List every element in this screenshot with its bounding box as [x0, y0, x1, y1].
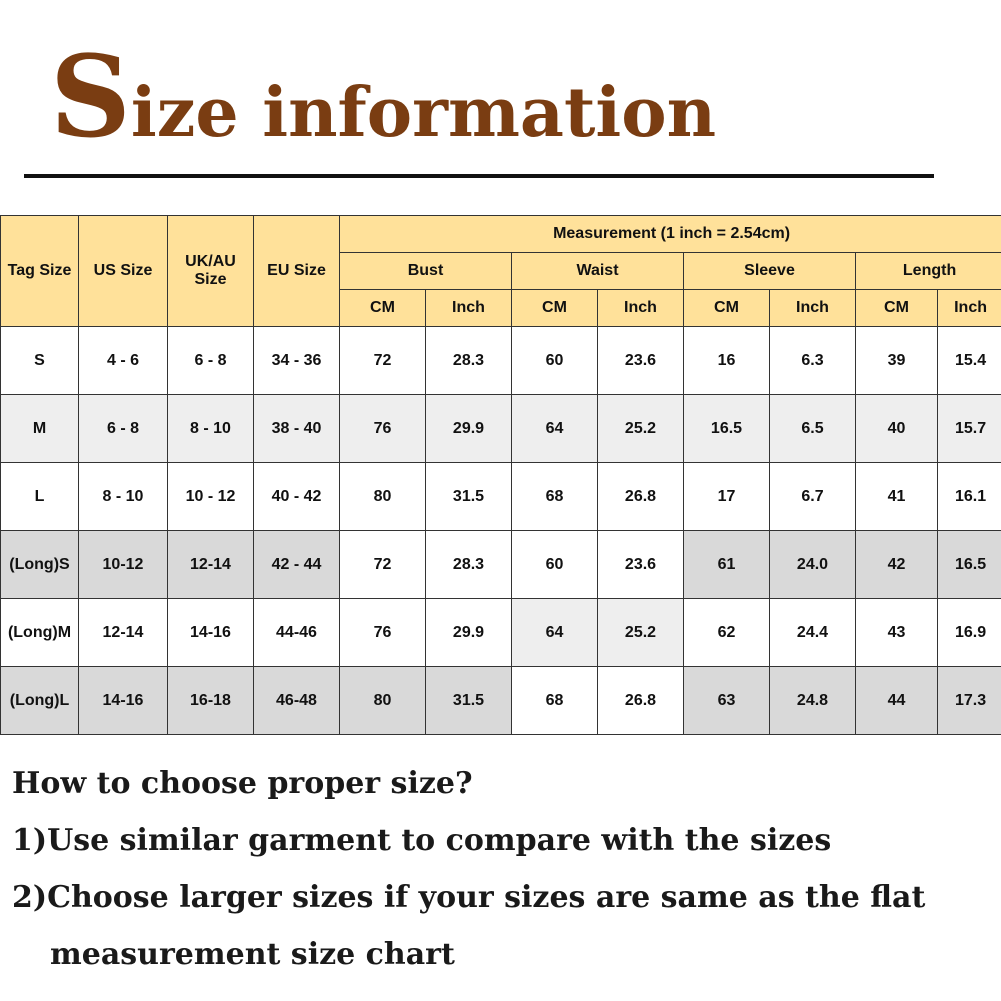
cell-uk-au-size: 10 - 12	[168, 463, 254, 531]
cell-sleeve-inch: 24.4	[770, 599, 856, 667]
cell-sleeve-inch: 24.8	[770, 667, 856, 735]
page-title	[50, 32, 717, 163]
cell-length-inch: 15.7	[938, 395, 1001, 463]
cell-waist-inch: 25.2	[598, 395, 684, 463]
title-underline	[24, 174, 934, 178]
cell-us-size: 4 - 6	[79, 327, 168, 395]
table-row-long-l	[1, 667, 1001, 735]
header-waist-inch: Inch	[598, 290, 684, 327]
table-row-s	[1, 327, 1001, 395]
cell-waist-cm: 68	[512, 463, 598, 531]
title-block	[24, 32, 934, 190]
header-waist: Waist	[512, 253, 684, 290]
header-sleeve-inch: Inch	[770, 290, 856, 327]
cell-length-inch: 16.9	[938, 599, 1001, 667]
howto-tip-2-line-2: measurement size chart	[50, 937, 455, 972]
cell-length-inch: 16.5	[938, 531, 1001, 599]
cell-us-size: 12-14	[79, 599, 168, 667]
cell-length-inch: 16.1	[938, 463, 1001, 531]
cell-length-inch: 15.4	[938, 327, 1001, 395]
cell-sleeve-cm: 62	[684, 599, 770, 667]
cell-eu-size: 40 - 42	[254, 463, 340, 531]
cell-sleeve-inch: 6.3	[770, 327, 856, 395]
cell-waist-inch: 25.2	[598, 599, 684, 667]
header-sleeve-cm: CM	[684, 290, 770, 327]
cell-sleeve-cm: 16	[684, 327, 770, 395]
cell-uk-au-size: 8 - 10	[168, 395, 254, 463]
table-row-long-m	[1, 599, 1001, 667]
header-us-size: US Size	[79, 216, 168, 327]
cell-sleeve-inch: 6.7	[770, 463, 856, 531]
cell-tag-size: (Long)M	[1, 599, 79, 667]
cell-uk-au-size: 14-16	[168, 599, 254, 667]
howto-tip-1: 1)Use similar garment to compare with the sizes	[12, 823, 832, 858]
header-bust: Bust	[340, 253, 512, 290]
table-row-long-s	[1, 531, 1001, 599]
cell-waist-inch: 23.6	[598, 531, 684, 599]
cell-tag-size: S	[1, 327, 79, 395]
cell-us-size: 8 - 10	[79, 463, 168, 531]
cell-bust-inch: 28.3	[426, 327, 512, 395]
cell-waist-cm: 64	[512, 395, 598, 463]
header-waist-cm: CM	[512, 290, 598, 327]
header-bust-inch: Inch	[426, 290, 512, 327]
header-sleeve: Sleeve	[684, 253, 856, 290]
cell-uk-au-size: 16-18	[168, 667, 254, 735]
cell-eu-size: 34 - 36	[254, 327, 340, 395]
header-tag-size: Tag Size	[1, 216, 79, 327]
cell-tag-size: L	[1, 463, 79, 531]
cell-length-cm: 43	[856, 599, 938, 667]
cell-waist-cm: 60	[512, 531, 598, 599]
cell-bust-inch: 28.3	[426, 531, 512, 599]
cell-bust-inch: 31.5	[426, 463, 512, 531]
cell-us-size: 14-16	[79, 667, 168, 735]
cell-waist-inch: 26.8	[598, 463, 684, 531]
cell-eu-size: 44-46	[254, 599, 340, 667]
header-length: Length	[856, 253, 1001, 290]
cell-length-cm: 40	[856, 395, 938, 463]
header-bust-cm: CM	[340, 290, 426, 327]
cell-waist-cm: 64	[512, 599, 598, 667]
header-uk-au-size: UK/AU Size	[168, 216, 254, 327]
cell-us-size: 10-12	[79, 531, 168, 599]
cell-sleeve-cm: 63	[684, 667, 770, 735]
table-row-m	[1, 395, 1001, 463]
header-length-inch: Inch	[938, 290, 1001, 327]
cell-bust-inch: 29.9	[426, 599, 512, 667]
cell-waist-inch: 23.6	[598, 327, 684, 395]
cell-tag-size: (Long)L	[1, 667, 79, 735]
title-rest: ize information	[130, 73, 717, 153]
cell-bust-cm: 72	[340, 531, 426, 599]
cell-eu-size: 42 - 44	[254, 531, 340, 599]
cell-waist-cm: 68	[512, 667, 598, 735]
cell-uk-au-size: 12-14	[168, 531, 254, 599]
cell-sleeve-cm: 16.5	[684, 395, 770, 463]
cell-bust-cm: 80	[340, 667, 426, 735]
cell-sleeve-inch: 24.0	[770, 531, 856, 599]
cell-length-cm: 42	[856, 531, 938, 599]
header-eu-size: EU Size	[254, 216, 340, 327]
cell-bust-cm: 80	[340, 463, 426, 531]
cell-length-cm: 39	[856, 327, 938, 395]
cell-bust-inch: 29.9	[426, 395, 512, 463]
cell-bust-cm: 76	[340, 599, 426, 667]
cell-us-size: 6 - 8	[79, 395, 168, 463]
table-row-l	[1, 463, 1001, 531]
size-chart-table	[0, 215, 1001, 735]
title-initial: S	[50, 32, 131, 163]
cell-sleeve-cm: 61	[684, 531, 770, 599]
cell-length-inch: 17.3	[938, 667, 1001, 735]
cell-waist-inch: 26.8	[598, 667, 684, 735]
cell-bust-inch: 31.5	[426, 667, 512, 735]
cell-sleeve-cm: 17	[684, 463, 770, 531]
cell-bust-cm: 76	[340, 395, 426, 463]
cell-tag-size: M	[1, 395, 79, 463]
cell-length-cm: 41	[856, 463, 938, 531]
header-measurement: Measurement (1 inch = 2.54cm)	[340, 216, 1001, 253]
howto-tip-2-line-1: 2)Choose larger sizes if your sizes are same as the flat	[12, 880, 926, 915]
cell-waist-cm: 60	[512, 327, 598, 395]
cell-eu-size: 46-48	[254, 667, 340, 735]
howto-heading: How to choose proper size?	[12, 766, 473, 801]
size-guide-text	[12, 755, 992, 983]
cell-tag-size: (Long)S	[1, 531, 79, 599]
cell-eu-size: 38 - 40	[254, 395, 340, 463]
cell-length-cm: 44	[856, 667, 938, 735]
cell-sleeve-inch: 6.5	[770, 395, 856, 463]
header-length-cm: CM	[856, 290, 938, 327]
cell-bust-cm: 72	[340, 327, 426, 395]
cell-uk-au-size: 6 - 8	[168, 327, 254, 395]
